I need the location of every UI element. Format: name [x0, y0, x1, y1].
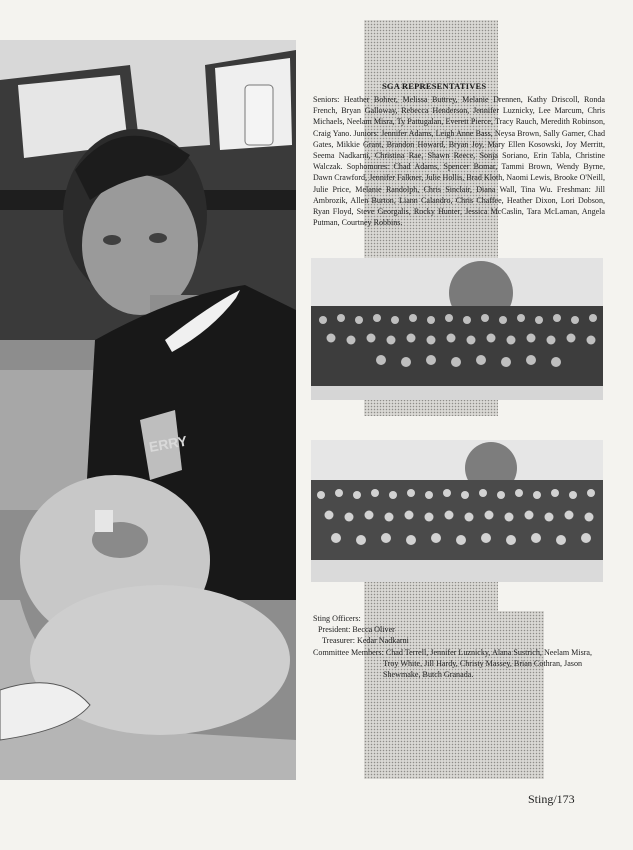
officers-committee: Committee Members: Chad Terrell, Jennifer Luznicky, Alana Sustrich, Neelam Misra, Troy White, Jill Hardy, Christy Massey, Brian Cothran, Jason Shewmake, Butch Granada.: [313, 647, 593, 680]
officers-president: President: Becca Oliver: [318, 625, 395, 635]
student-portrait-photo: [0, 40, 296, 780]
group-photo-sga: [311, 258, 603, 400]
page-folio: Sting/173: [528, 792, 575, 806]
group-photo-sga-illustration: [311, 258, 603, 400]
sga-roster-text: Seniors: Heather Bohrer, Melissa Buttrey, Melanie Drennen, Kathy Driscoll, Ronda French, Bryan Galloway, Rebecca Henderson, Jennifer Luznicky, Lee Marcum, Chris Michaels, Neelam Misra, Ty Pattugalan, Everett Pierce, Tracy Rauch, Meredith Robinson, Craig Yano. Juniors: Jennifer Adams, Leigh Anne Bass, Neysa Brown, Sally Garner, Chad Gates, Mikkie Grant, Brandon Howard, Bryan Joy, Mary Ellen Kosowski, Joy Merritt, Seema Nadkarni, Christina Rae, Shawn Reece, Sonja Soriano, Erin Tabla, Christine Walczak. Sophomores: Chad Adams, Spencer Bomar, Tammi Brown, Wendy Byrne, Dawn Crawford, Jennifer Falkner, Julie Hollis, Brad Kloth, Naomi Lewis, Brooke O'Neill, Julie Price, Melanie Randolph, Chris Sinclair, Diana Wall, Tina Wu. Freshman: Jill Ambrozik, Allen Burton, Liann Calandro, Chris Chaffee, Heather Dixon, Lori Dobson, Ryan Floyd, Steve Georgalis, Rocky Hunter, Jessica McCaslin, Tara McLaman, Angela Putman, Courtney Robbins.: [313, 95, 605, 228]
sting-officers-text: [313, 613, 605, 680]
group-photo-sting: [311, 440, 603, 582]
group-photo-sting-illustration: [311, 440, 603, 582]
student-portrait-illustration: [0, 40, 296, 780]
officers-title: Sting Officers:: [313, 614, 361, 623]
sga-heading: SGA REPRESENTATIVES: [382, 81, 487, 91]
officers-treasurer: Treasurer: Kedar Nadkarni: [322, 636, 409, 646]
shirt-lettering: ERRY: [147, 432, 189, 455]
